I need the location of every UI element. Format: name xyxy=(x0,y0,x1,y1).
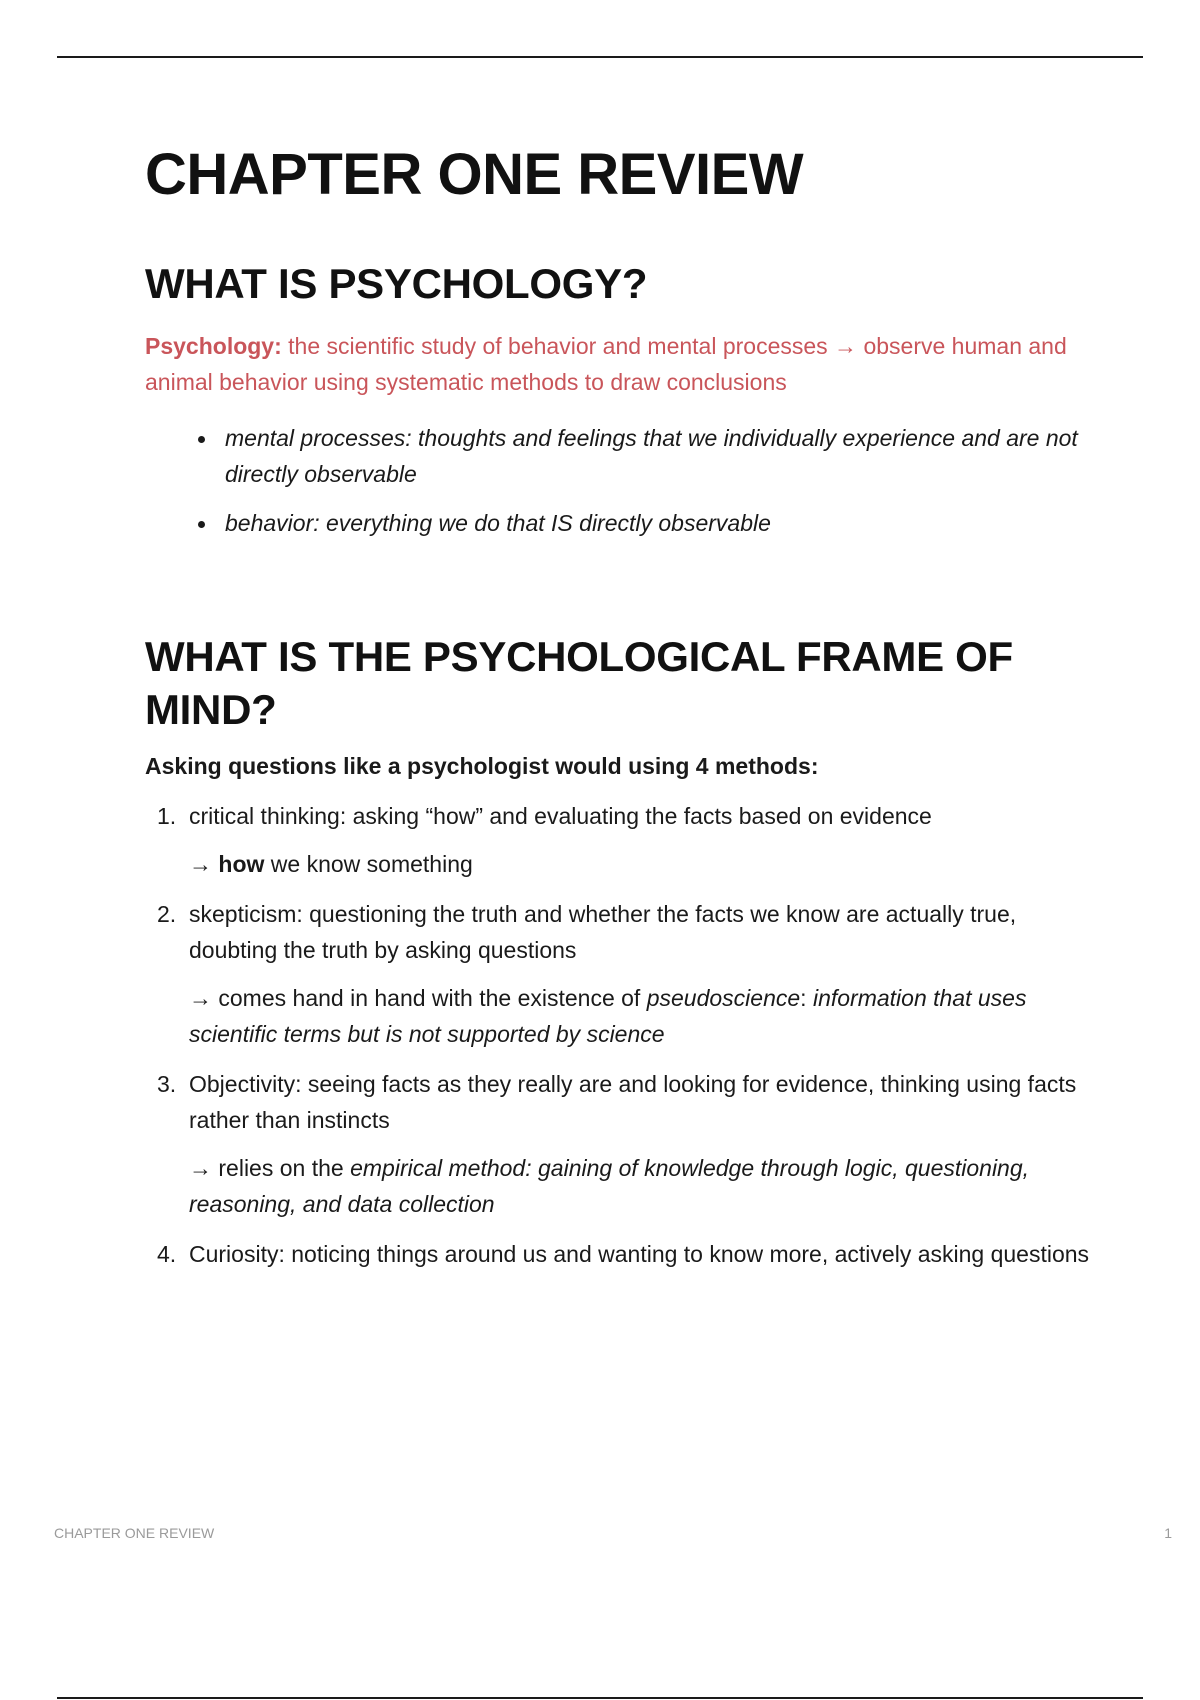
list-number: 3. xyxy=(157,1071,177,1098)
list-item xyxy=(145,505,1090,541)
bullet-text: behavior: everything we do that IS directly observable xyxy=(225,510,771,537)
footer-title: CHAPTER ONE REVIEW xyxy=(54,1525,215,1541)
page-number: 1 xyxy=(1164,1525,1172,1541)
note-rest: we know something xyxy=(264,851,473,878)
section-heading-psychology: WHAT IS PSYCHOLOGY? xyxy=(145,259,648,307)
list-item xyxy=(145,1236,1090,1272)
note-prefix: → xyxy=(189,851,219,878)
methods-intro: Asking questions like a psychologist would using 4 methods: xyxy=(145,753,819,780)
definition-term: Psychology: xyxy=(145,333,282,360)
definition-text: the scientific study of behavior and mental processes → observe human and animal behavior using systematic methods to draw conclusions xyxy=(145,333,1067,396)
list-item xyxy=(145,1066,1090,1222)
definition-bullets xyxy=(145,420,1090,541)
list-number: 4. xyxy=(157,1241,177,1268)
method-text: critical thinking: asking “how” and evaluating the facts based on evidence xyxy=(189,803,932,830)
list-number: 1. xyxy=(157,803,177,830)
list-item xyxy=(145,798,1090,882)
note-colon: : xyxy=(800,985,813,1012)
method-text: Curiosity: noticing things around us and wanting to know more, actively asking questions xyxy=(189,1241,1090,1268)
bullet-text: mental processes: thoughts and feelings that we individually experience and are not directly observable xyxy=(225,425,1078,488)
list-item xyxy=(145,896,1090,1052)
method-note xyxy=(189,846,1090,882)
methods-list xyxy=(145,798,1090,1272)
bullet-dot-icon xyxy=(198,436,205,443)
bottom-rule xyxy=(57,1697,1143,1699)
note-term: pseudoscience xyxy=(646,985,801,1012)
page-title: CHAPTER ONE REVIEW xyxy=(145,142,804,207)
document-body xyxy=(145,140,1090,1286)
note-prefix: → comes hand in hand with the existence of xyxy=(189,985,647,1012)
list-number: 2. xyxy=(157,901,177,928)
method-note xyxy=(189,980,1090,1052)
note-bold: how xyxy=(218,851,265,878)
note-definition: information that uses scientific terms but is not supported by science xyxy=(189,985,1027,1048)
note-definition: empirical method: gaining of knowledge through logic, questioning, reasoning, and data collection xyxy=(189,1155,1030,1218)
bullet-dot-icon xyxy=(198,521,205,528)
method-text: skepticism: questioning the truth and whether the facts we know are actually true, doubting the truth by asking questions xyxy=(189,901,1017,964)
top-rule xyxy=(57,56,1143,58)
method-note xyxy=(189,1150,1090,1222)
method-text: Objectivity: seeing facts as they really are and looking for evidence, thinking using facts rather than instincts xyxy=(189,1071,1077,1134)
note-prefix: → relies on the xyxy=(189,1155,351,1182)
section-heading-frame-of-mind: WHAT IS THE PSYCHOLOGICAL FRAME OF MIND? xyxy=(145,633,1013,733)
psychology-definition xyxy=(145,328,1090,400)
list-item xyxy=(145,420,1090,492)
